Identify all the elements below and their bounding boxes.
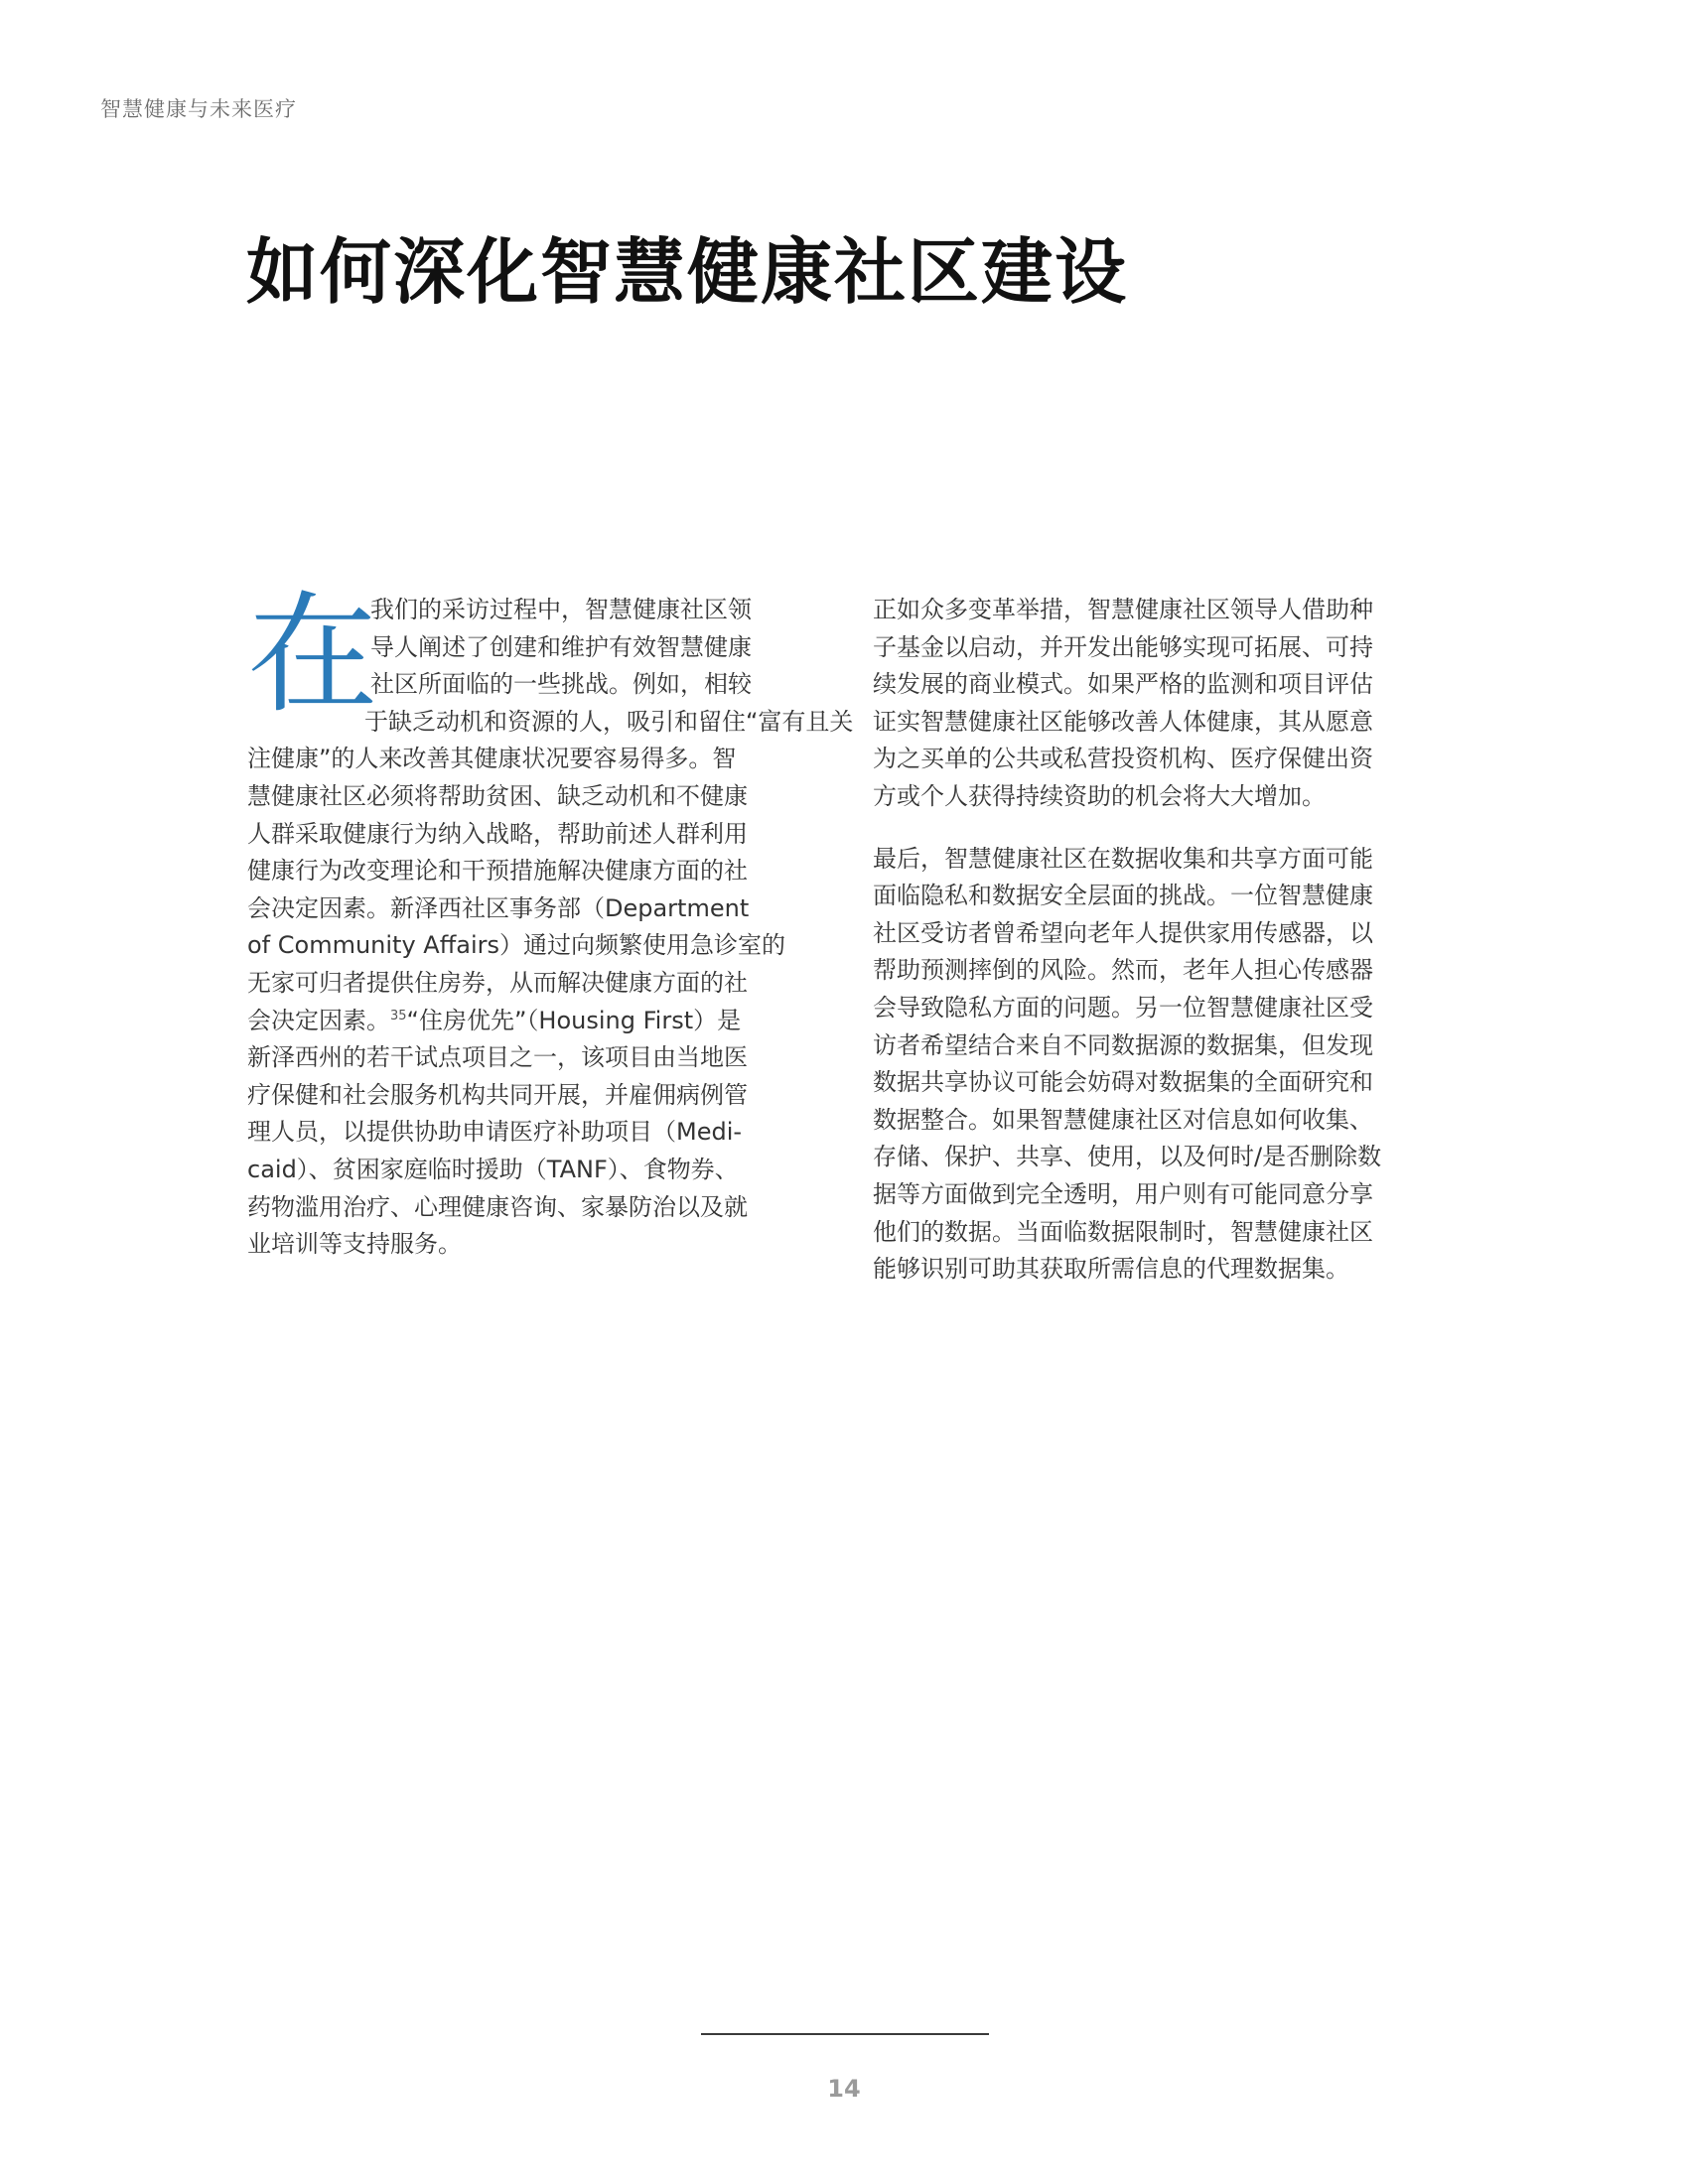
page-title: 如何深化智慧健康社区建设 [246,230,1129,314]
text-line: 会决定因素。新泽西社区事务部（Department [247,893,750,922]
text-line: 我们的采访过程中，智慧健康社区领 [370,596,752,623]
text-line: 疗保健和社会服务机构共同开展，并雇佣病例管 [247,1080,748,1109]
text-line: 会导致隐私方面的问题。另一位智慧健康社区受 [873,993,1373,1022]
footnote-reference: 35 [390,1008,407,1024]
drop-cap: 在 [247,579,378,732]
text-line: 人群采取健康行为纳入战略，帮助前述人群利用 [247,819,748,848]
text-line: 面临隐私和数据安全层面的挑战。一位智慧健康 [873,882,1373,910]
text-line: 正如众多变革举措，智慧健康社区领导人借助种 [873,596,1373,623]
text-line: 最后，智慧健康社区在数据收集和共享方面可能 [873,844,1373,873]
text-line: 业培训等支持服务。 [247,1230,462,1259]
text-line: 药物滥用治疗、心理健康咨询、家暴防治以及就 [247,1192,748,1221]
text-line: 慧健康社区必须将帮助贫困、缺乏动机和不健康 [247,781,748,810]
text-line: 无家可归者提供住房券，从而解决健康方面的社 [247,968,748,997]
text-line-with-footnote [247,1003,821,1040]
text-line: 导人阐述了创建和维护有效智慧健康 [370,632,752,661]
text-line: 社区受访者曾希望向老年人提供家用传感器，以 [873,918,1373,947]
text-line: 帮助预测摔倒的风险。然而，老年人担心传感器 [873,956,1373,985]
text-line: 健康行为改变理论和干预措施解决健康方面的社 [247,857,748,886]
text-line: 存储、保护、共享、使用，以及何时/是否删除数 [873,1143,1382,1171]
footer-divider [701,2033,989,2035]
text-line: 数据共享协议可能会妨碍对数据集的全面研究和 [873,1068,1373,1097]
text-line: caid）、贫困家庭临时援助（TANF）、食物券、 [247,1155,739,1183]
text-line: of Community Affairs）通过向频繁使用急诊室的 [247,931,785,960]
text-line: 社区所面临的一些挑战。例如，相较 [370,670,752,699]
text-segment: “住房优先”（Housing First）是 [406,1006,742,1034]
text-line: 于缺乏动机和资源的人，吸引和留住“富有且关 [364,707,854,736]
text-line: 为之买单的公共或私营投资机构、医疗保健出资 [873,745,1373,773]
right-column [873,592,1447,1289]
text-line: 续发展的商业模式。如果严格的监测和项目评估 [873,670,1373,699]
text-line: 数据整合。如果智慧健康社区对信息如何收集、 [873,1105,1373,1134]
right-paragraph-1 [873,592,1447,816]
text-line: 注健康”的人来改善其健康状况要容易得多。智 [247,745,737,773]
text-line: 子基金以启动，并开发出能够实现可拓展、可持 [873,632,1373,661]
left-column [247,579,854,1264]
text-line: 访者希望结合来自不同数据源的数据集，但发现 [873,1030,1373,1059]
text-segment: 会决定因素。 [247,1006,390,1034]
text-line: 能够识别可助其获取所需信息的代理数据集。 [873,1255,1349,1284]
page-number: 14 [827,2075,861,2103]
right-paragraph-2 [873,841,1447,1289]
text-line: 新泽西州的若干试点项目之一，该项目由当地医 [247,1043,748,1072]
running-header: 智慧健康与未来医疗 [100,97,297,121]
text-line: 据等方面做到完全透明，用户则有可能同意分享 [873,1179,1373,1208]
text-line: 证实智慧健康社区能够改善人体健康，其从愿意 [873,707,1373,736]
text-line: 方或个人获得持续资助的机会将大大增加。 [873,781,1326,810]
text-line: 他们的数据。当面临数据限制时，智慧健康社区 [873,1217,1373,1246]
left-paragraph [247,579,854,1264]
text-line: 理人员，以提供协助申请医疗补助项目（Medi- [247,1118,743,1147]
